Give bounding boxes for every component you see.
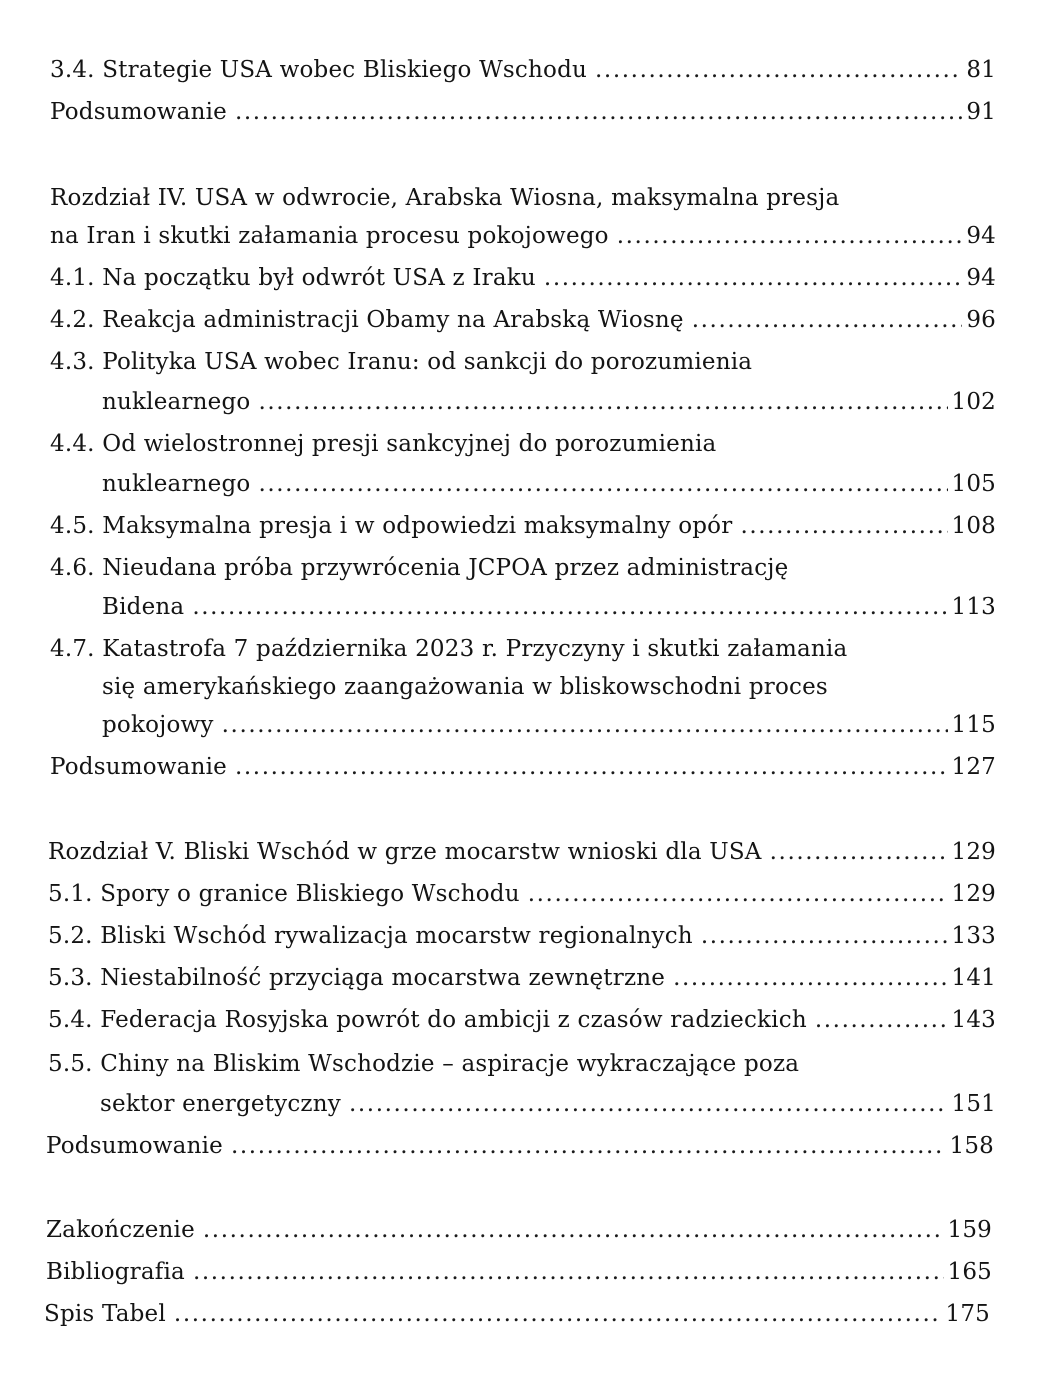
toc-page-number: 108 xyxy=(951,513,996,539)
toc-entry-title: 5.2. Bliski Wschód rywalizacja mocarstw regionalnych xyxy=(48,923,693,949)
toc-entry-title-line-1: 5.5. Chiny na Bliskim Wschodzie – aspiracje wykraczające poza xyxy=(48,1051,800,1077)
toc-entry-title-line-2: się amerykańskiego zaangażowania w bliskowschodni proces xyxy=(102,674,828,700)
toc-page-number: 81 xyxy=(966,57,996,83)
dot-leader xyxy=(174,1294,942,1334)
toc-entry-title-line-2: Bidena xyxy=(102,594,185,620)
toc-entry-title-line-2: na Iran i skutki załamania procesu pokojowego xyxy=(50,223,609,249)
toc-page-number: 105 xyxy=(951,471,996,497)
toc-page-number: 141 xyxy=(951,965,996,991)
toc-entry-title: 3.4. Strategie USA wobec Bliskiego Wschodu xyxy=(50,57,588,83)
toc-page-number: 143 xyxy=(951,1007,996,1033)
toc-entry-title-line-2: nuklearnego xyxy=(102,389,251,415)
toc-page-number: 151 xyxy=(951,1091,996,1117)
toc-entry-title: 5.4. Federacja Rosyjska powrót do ambicji z czasów radzieckich xyxy=(48,1007,807,1033)
toc-entry-title: Spis Tabel xyxy=(44,1301,166,1327)
toc-entry-title-line-2: nuklearnego xyxy=(102,471,251,497)
toc-entry-title: 5.3. Niestabilność przyciąga mocarstwa zewnętrzne xyxy=(48,965,666,991)
toc-page-number: 158 xyxy=(949,1133,994,1159)
dot-leader xyxy=(222,705,948,745)
toc-entry-title-line-1: 4.7. Katastrofa 7 października 2023 r. Przyczyny i skutki załamania xyxy=(50,636,848,662)
dot-leader xyxy=(235,747,948,787)
dot-leader xyxy=(815,1000,948,1040)
dot-leader xyxy=(193,1252,944,1292)
toc-entry-title-line-1: 4.3. Polityka USA wobec Iranu: od sankcji do porozumienia xyxy=(50,349,753,375)
dot-leader xyxy=(595,50,962,90)
toc-page-number: 129 xyxy=(951,839,996,865)
toc-page-number: 94 xyxy=(966,223,996,249)
dot-leader xyxy=(203,1210,944,1250)
dot-leader xyxy=(673,958,947,998)
toc-entry-title: Zakończenie xyxy=(46,1217,195,1243)
toc-page-number: 127 xyxy=(951,754,996,780)
toc-entry-title-line-2: sektor energetyczny xyxy=(100,1091,341,1117)
toc-entry-title: 4.5. Maksymalna presja i w odpowiedzi maksymalny opór xyxy=(50,513,733,539)
toc-page-number: 133 xyxy=(951,923,996,949)
toc-page-number: 129 xyxy=(951,881,996,907)
dot-leader xyxy=(231,1126,946,1166)
dot-leader xyxy=(544,258,962,298)
toc-page-number: 159 xyxy=(947,1217,992,1243)
dot-leader xyxy=(528,874,948,914)
toc-page-number: 94 xyxy=(966,265,996,291)
toc-entry-title-line-1: 4.6. Nieudana próba przywrócenia JCPOA przez administrację xyxy=(50,555,789,581)
toc-entry-title: 4.2. Reakcja administracji Obamy na Arabską Wiosnę xyxy=(50,307,684,333)
dot-leader xyxy=(740,506,947,546)
toc-entry-title: Bibliografia xyxy=(46,1259,185,1285)
toc-page-number: 165 xyxy=(947,1259,992,1285)
toc-entry-title: Podsumowanie xyxy=(50,754,227,780)
toc-page-number: 96 xyxy=(966,307,996,333)
toc-entry-title-line-3: pokojowy xyxy=(102,712,214,738)
toc-entry-title-line-1: 4.4. Od wielostronnej presji sankcyjnej do porozumienia xyxy=(50,431,717,457)
toc-entry-title: 4.1. Na początku był odwrót USA z Iraku xyxy=(50,265,536,291)
toc-entry-title-line-1: Rozdział IV. USA w odwrocie, Arabska Wiosna, maksymalna presja xyxy=(50,185,840,211)
toc-page-number: 175 xyxy=(945,1301,990,1327)
toc-entry-title: 5.1. Spory o granice Bliskiego Wschodu xyxy=(48,881,520,907)
dot-leader xyxy=(235,92,962,132)
toc-entry-title: Podsumowanie xyxy=(50,99,227,125)
toc-page-number: 91 xyxy=(966,99,996,125)
toc-entry-title: Podsumowanie xyxy=(46,1133,223,1159)
dot-leader xyxy=(617,216,963,256)
dot-leader xyxy=(701,916,948,956)
dot-leader xyxy=(258,464,947,504)
dot-leader xyxy=(258,382,947,422)
dot-leader xyxy=(192,587,947,627)
toc-page-number: 102 xyxy=(951,389,996,415)
toc-entry-title: Rozdział V. Bliski Wschód w grze mocarstw wnioski dla USA xyxy=(48,839,762,865)
dot-leader xyxy=(692,300,963,340)
toc-page-number: 113 xyxy=(951,594,996,620)
dot-leader xyxy=(770,832,948,872)
toc-page-number: 115 xyxy=(951,712,996,738)
dot-leader xyxy=(349,1084,948,1124)
